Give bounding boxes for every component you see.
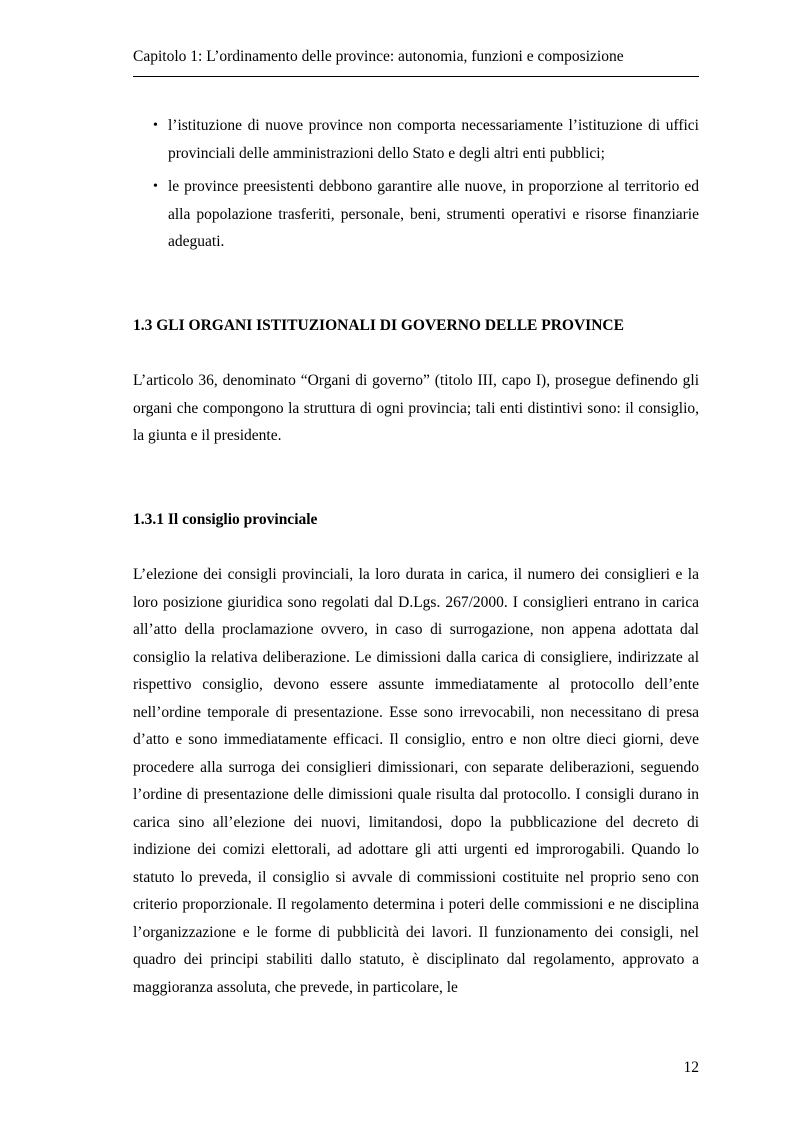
list-item [133,173,699,256]
list-item-text: l’istituzione di nuove province non comporta necessariamente l’istituzione di uffici provinciali delle amministrazioni dello Stato e degli altri enti pubblici; [168,117,699,162]
bullet-icon: • [153,118,158,133]
page-number: 12 [683,1059,699,1076]
header-divider [133,76,699,77]
bullet-list [133,112,699,262]
list-item [133,112,699,167]
section-1-3-1-paragraph: L’elezione dei consigli provinciali, la loro durata in carica, il numero dei consiglieri e la loro posizione giuridica sono regolati dal D.Lgs. 267/2000. I consiglieri entrano in carica all’atto della proclamazione ovvero, in caso di surrogazione, non appena adottata dal consiglio la relativa deliberazione. Le dimissioni dalla carica di consigliere, indirizzate al rispettivo consiglio, devono essere assunte immediatamente al protocollo dell’ente nell’ordine temporale di presentazione. Esse sono irrevocabili, non necessitano di presa d’atto e sono immediatamente efficaci. Il consiglio, entro e non oltre dieci giorni, deve procedere alla surroga dei consiglieri dimissionari, con separate deliberazioni, seguendo l’ordine di presentazione delle dimissioni quale risulta dal protocollo. I consigli durano in carica sino all’elezione dei nuovi, limitandosi, dopo la pubblicazione del decreto di indizione dei comizi elettorali, ad adottare gli atti urgenti ed improrogabili. Quando lo statuto lo preveda, il consiglio si avvale di commissioni costituite nel proprio seno con criterio proporzionale. Il regolamento determina i poteri delle commissioni e ne disciplina l’organizzazione e le forme di pubblicità dei lavori. Il funzionamento dei consigli, nel quadro dei principi stabiliti dallo statuto, è disciplinato dal regolamento, approvato a maggioranza assoluta, che prevede, in particolare, le [133,566,699,996]
section-heading-1-3: 1.3 GLI ORGANI ISTITUZIONALI DI GOVERNO DELLE PROVINCE [133,317,624,334]
section-heading-1-3-1: 1.3.1 Il consiglio provinciale [133,511,318,528]
bullet-icon: • [153,179,158,194]
list-item-text: le province preesistenti debbono garantire alle nuove, in proporzione al territorio ed alla popolazione trasferiti, personale, beni, strumenti operativi e risorse finanziarie adeguati. [168,178,699,250]
section-1-3-paragraph: L’articolo 36, denominato “Organi di governo” (titolo III, capo I), prosegue definendo gli organi che compongono la struttura di ogni provincia; tali enti distintivi sono: il consiglio, la giunta e il presidente. [133,372,699,444]
running-header: Capitolo 1: L’ordinamento delle province: autonomia, funzioni e composizione [133,48,624,65]
